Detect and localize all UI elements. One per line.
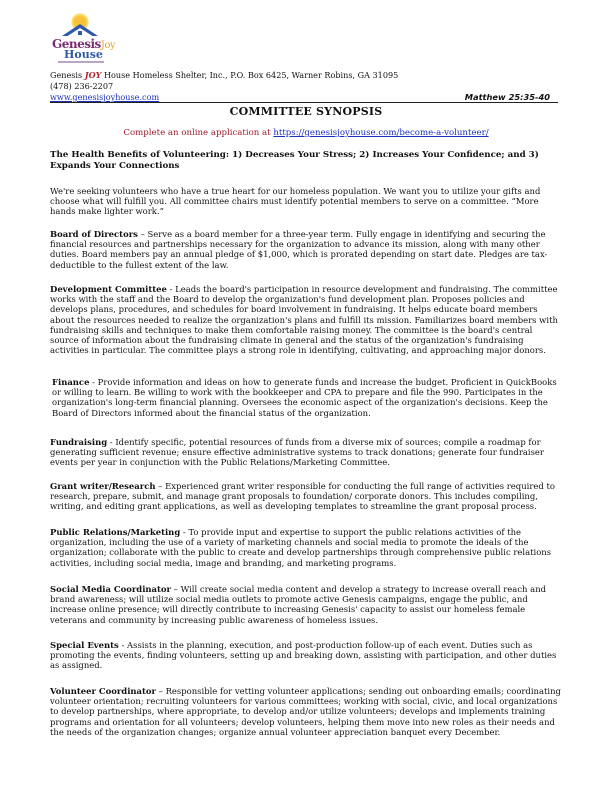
house-window-icon: [78, 31, 82, 35]
org-name-joy: JOY: [84, 70, 102, 80]
bible-verse: Matthew 25:35-40: [464, 92, 550, 102]
committee-name: Volunteer Coordinator: [50, 686, 156, 696]
separator: -: [166, 284, 176, 294]
org-name-prefix: Genesis: [50, 70, 85, 80]
page-title: COMMITTEE SYNOPSIS: [229, 105, 383, 118]
committee-description: To provide input and expertise to support the public relations activities of the organization, including the use of a variety of marketing channels and social media to promote the ideals of the organization; collaborate with the public to create and develop partnerships through comprehensive public relations activities, including social media, image and branding, and marketing programs.: [50, 527, 552, 568]
committee-name: Special Events: [50, 640, 119, 650]
header-divider: [50, 102, 558, 103]
separator: –: [155, 686, 166, 696]
committee-finance: [52, 377, 564, 418]
committee-development: [50, 284, 562, 355]
logo-word-genesis: Genesis: [52, 37, 101, 51]
committee-grant-writer: [50, 481, 562, 512]
org-phone: (478) 236-2207: [50, 81, 114, 91]
committee-description: Provide information and ideas on how to generate funds and increase the budget. Proficient in QuickBooks or willing to learn. Be willing to work with the bookkeeper and CPA to prepare and file the 990. Participates in the organization's long-term financial planning. Oversees the economic aspect of the organization's decisions. Keep the Board of Directors informed about the financial status of the organization.: [52, 377, 557, 418]
org-address-text: House Homeless Shelter, Inc., P.O. Box 6425, Warner Robins, GA 31095: [101, 70, 399, 80]
separator: –: [155, 481, 166, 491]
committee-fundraising: [50, 437, 562, 468]
committee-board-of-directors: [50, 229, 562, 270]
committee-description: Leads the board's participation in resource development and fundraising. The committee works with the staff and the Board to develop the organization's fund development plan. Proposes policies and develops plans, procedures, and schedules for board involvement in fundraising. It helps educate board members about the resources needed to realize the organization's plans and fulfill its mission. Familiarizes board members with fundraising skills and techniques to make them comfortable raising money. The committee is the board's central source of information about the fundraising climate in general and the status of the organization's fundraising activities in particular. The committee plays a strong role in identifying, cultivating, and approaching major donors.: [50, 284, 558, 356]
committee-description: Assists in the planning, execution, and post-production follow-up of each event. Duties such as promoting the events, finding volunteers, setting up and breaking down, assisting with participation, and other duties as assigned.: [50, 640, 557, 671]
committee-name: Fundraising: [50, 437, 108, 447]
committee-name: Finance: [52, 377, 90, 387]
separator: –: [137, 229, 148, 239]
logo-tagline: [58, 61, 104, 63]
volunteer-application-link[interactable]: https://genesisjoyhouse.com/become-a-volunteer/: [273, 128, 489, 138]
separator: –: [170, 584, 181, 594]
separator: -: [107, 437, 116, 447]
org-address: [50, 70, 398, 80]
committee-name: Board of Directors: [50, 229, 138, 239]
committee-description: Identify specific, potential resources of funds from a diverse mix of sources; compile a roadmap for generating sufficient revenue; ensure effective administrative systems to track donations; generate four fundraiser events per year in conjunction with the Public Relations/Marketing Committee.: [50, 437, 544, 468]
committee-public-relations: [50, 527, 562, 568]
committee-name: Development Committee: [50, 284, 167, 294]
committee-name: Public Relations/Marketing: [50, 527, 181, 537]
committee-description: Experienced grant writer responsible for conducting the full range of activities required to research, prepare, submit, and manage grant proposals to foundation/ corporate donors. This includes compiling, writing, and editing grant applications, as well as developing templates to streamline the grant proposal process.: [50, 481, 555, 512]
apply-text: Complete an online application at: [123, 128, 274, 138]
committee-volunteer-coordinator: [50, 686, 562, 737]
separator: -: [180, 527, 189, 537]
intro-paragraph: We're seeking volunteers who have a true heart for our homeless population. We want you to utilize your gifts and choose what will fulfill you. All committee chairs must identify potential members to serve on a committee. “More hands make lighter work.”: [50, 186, 541, 217]
separator: -: [89, 377, 98, 387]
health-benefits-heading: The Health Benefits of Volunteering: 1) Decreases Your Stress; 2) Increases Your Confidence; and 3) Expands Your Connections: [50, 150, 539, 171]
committee-description: Serve as a board member for a three-year term. Fully engage in identifying and securing the financial resources and partnerships necessary for the organization to advance its mission, along with many other duties. Board members pay an annual pledge of $1,000, which is prorated depending on start date. Pledges are tax-deductible to the fullest extent of the law.: [50, 229, 548, 270]
website-link[interactable]: www.genesisjoyhouse.com: [50, 92, 160, 102]
apply-line: [0, 128, 612, 138]
genesis-joy-house-logo: [52, 12, 115, 66]
logo-word-house: House: [64, 48, 103, 61]
separator: -: [118, 640, 128, 650]
committee-name: Social Media Coordinator: [50, 584, 171, 594]
committee-description: Responsible for vetting volunteer applications; sending out onboarding emails; coordinating volunteer orientation; recruiting volunteers for various committees; working with social, civic, and local organizations to develop partnerships, where appropriate, to develop and/or utilize volunteers; develops and implements training programs and orientation for all volunteers; develop volunteers, helping them move into new roles as their needs and the needs of the organization changes; organize annual volunteer appreciation banquet every December.: [50, 686, 561, 737]
committee-social-media: [50, 584, 562, 625]
committee-name: Grant writer/Research: [50, 481, 156, 491]
logo-word-joy: Joy: [100, 40, 115, 51]
committee-description: Will create social media content and develop a strategy to increase overall reach and brand awareness; will utilize social media outlets to promote active Genesis campaigns, engage the public, and increase online presence; will directly contribute to increasing Genesis' capacity to assist our homeless female veterans and community by increasing public awareness of homeless issues.: [50, 584, 547, 625]
committee-special-events: [50, 640, 562, 671]
